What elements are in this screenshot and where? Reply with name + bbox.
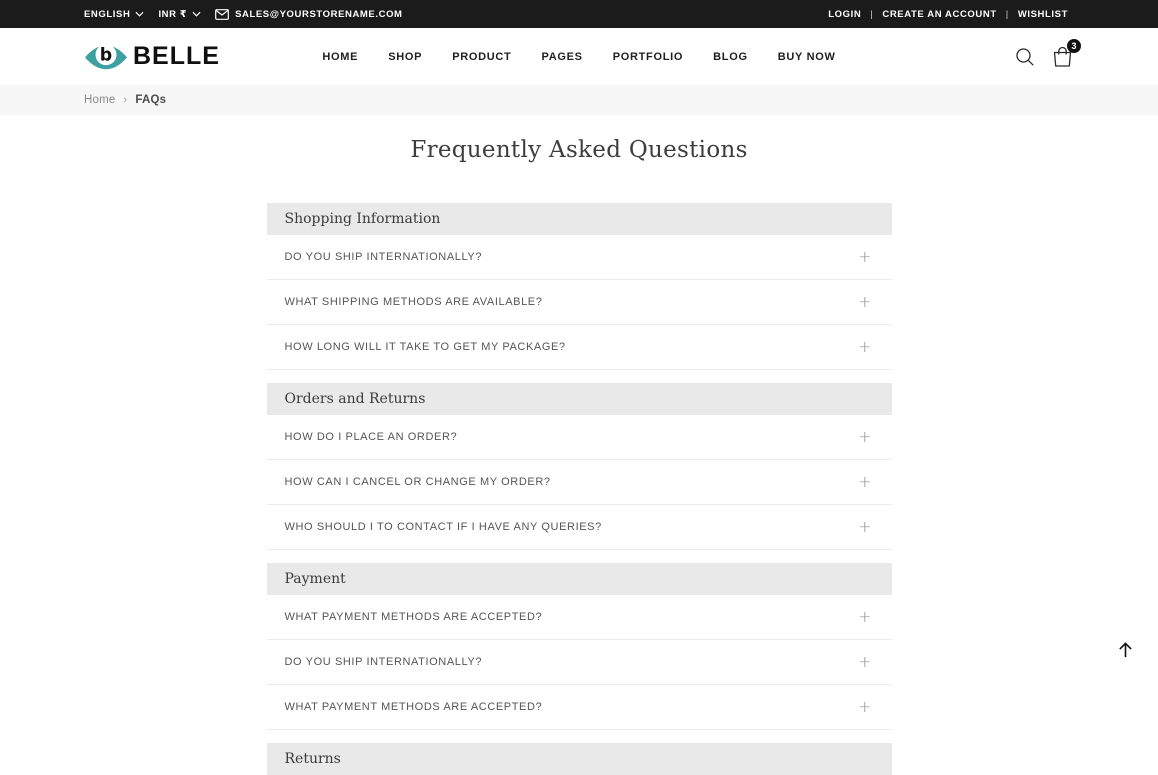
top-bar bbox=[0, 0, 1158, 28]
cart-count-badge: 3 bbox=[1067, 39, 1081, 53]
faq-question-row[interactable] bbox=[267, 640, 892, 685]
faq-question-row[interactable] bbox=[267, 685, 892, 730]
main-nav bbox=[322, 28, 835, 85]
faq-question-label: HOW LONG WILL IT TAKE TO GET MY PACKAGE? bbox=[285, 341, 566, 353]
brand-logo[interactable] bbox=[84, 41, 220, 72]
belle-eye-logo-icon bbox=[84, 41, 128, 72]
expand-plus-icon[interactable]: + bbox=[858, 699, 871, 715]
faq-section-title-payment: Payment bbox=[267, 563, 892, 595]
chevron-down-icon bbox=[192, 11, 201, 17]
faq-question-label: DO YOU SHIP INTERNATIONALLY? bbox=[285, 656, 483, 668]
faq-question-row[interactable] bbox=[267, 325, 892, 370]
faq-accordion bbox=[267, 203, 892, 775]
topbar-left bbox=[84, 9, 403, 20]
faq-question-row[interactable] bbox=[267, 505, 892, 550]
store-email-link[interactable] bbox=[215, 9, 403, 20]
faq-question-row[interactable] bbox=[267, 595, 892, 640]
breadcrumb-current: FAQs bbox=[135, 94, 166, 106]
topbar-link-separator: | bbox=[870, 9, 873, 20]
nav-item-product[interactable]: PRODUCT bbox=[452, 51, 511, 63]
header-icons bbox=[1015, 46, 1073, 68]
faq-question-label: WHAT PAYMENT METHODS ARE ACCEPTED? bbox=[285, 701, 543, 713]
nav-item-home[interactable]: HOME bbox=[322, 51, 358, 63]
page-title: Frequently Asked Questions bbox=[0, 137, 1158, 163]
svg-text:b: b bbox=[100, 46, 112, 66]
brand-name: BELLE bbox=[133, 42, 220, 71]
faq-question-label: WHAT PAYMENT METHODS ARE ACCEPTED? bbox=[285, 611, 543, 623]
faq-question-row[interactable] bbox=[267, 415, 892, 460]
topbar-link-wishlist[interactable]: WISHLIST bbox=[1018, 9, 1068, 20]
nav-item-portfolio[interactable]: PORTFOLIO bbox=[613, 51, 683, 63]
faq-question-label: WHAT SHIPPING METHODS ARE AVAILABLE? bbox=[285, 296, 543, 308]
language-label: ENGLISH bbox=[84, 9, 130, 20]
envelope-icon bbox=[215, 9, 229, 20]
expand-plus-icon[interactable]: + bbox=[858, 654, 871, 670]
expand-plus-icon[interactable]: + bbox=[858, 249, 871, 265]
faq-section-title-orders-and-returns: Orders and Returns bbox=[267, 383, 892, 415]
back-to-top-button[interactable] bbox=[1117, 641, 1134, 659]
faq-section-title-shopping-information: Shopping Information bbox=[267, 203, 892, 235]
topbar-link-login[interactable]: LOGIN bbox=[828, 9, 861, 20]
chevron-down-icon bbox=[135, 11, 144, 17]
language-selector[interactable] bbox=[84, 9, 144, 20]
search-icon bbox=[1015, 47, 1035, 67]
nav-item-shop[interactable]: SHOP bbox=[388, 51, 422, 63]
expand-plus-icon[interactable]: + bbox=[858, 339, 871, 355]
faq-question-row[interactable] bbox=[267, 280, 892, 325]
currency-label: INR ₹ bbox=[158, 9, 187, 20]
arrow-up-icon bbox=[1117, 641, 1134, 659]
faq-question-label: DO YOU SHIP INTERNATIONALLY? bbox=[285, 251, 483, 263]
cart-button[interactable] bbox=[1052, 46, 1073, 68]
expand-plus-icon[interactable]: + bbox=[858, 609, 871, 625]
expand-plus-icon[interactable]: + bbox=[858, 519, 871, 535]
faq-question-label: HOW CAN I CANCEL OR CHANGE MY ORDER? bbox=[285, 476, 551, 488]
faq-question-label: HOW DO I PLACE AN ORDER? bbox=[285, 431, 458, 443]
expand-plus-icon[interactable]: + bbox=[858, 474, 871, 490]
main-content bbox=[0, 137, 1158, 775]
breadcrumb-separator: › bbox=[123, 94, 127, 106]
expand-plus-icon[interactable]: + bbox=[858, 294, 871, 310]
faq-question-row[interactable] bbox=[267, 460, 892, 505]
account-links bbox=[828, 9, 1068, 20]
nav-item-pages[interactable]: PAGES bbox=[541, 51, 582, 63]
expand-plus-icon[interactable]: + bbox=[858, 429, 871, 445]
breadcrumb-home-link[interactable]: Home bbox=[84, 94, 115, 106]
nav-item-buy-now[interactable]: BUY NOW bbox=[778, 51, 836, 63]
store-email-label: SALES@YOURSTORENAME.COM bbox=[235, 9, 403, 20]
site-header bbox=[0, 28, 1158, 85]
topbar-link-create-an-account[interactable]: CREATE AN ACCOUNT bbox=[882, 9, 996, 20]
currency-selector[interactable] bbox=[158, 9, 201, 20]
breadcrumb bbox=[0, 85, 1158, 115]
faq-question-label: WHO SHOULD I TO CONTACT IF I HAVE ANY QUERIES? bbox=[285, 521, 602, 533]
faq-question-row[interactable] bbox=[267, 235, 892, 280]
topbar-link-separator: | bbox=[1006, 9, 1009, 20]
faq-section-title-returns: Returns bbox=[267, 743, 892, 775]
nav-item-blog[interactable]: BLOG bbox=[713, 51, 748, 63]
search-button[interactable] bbox=[1015, 47, 1035, 67]
